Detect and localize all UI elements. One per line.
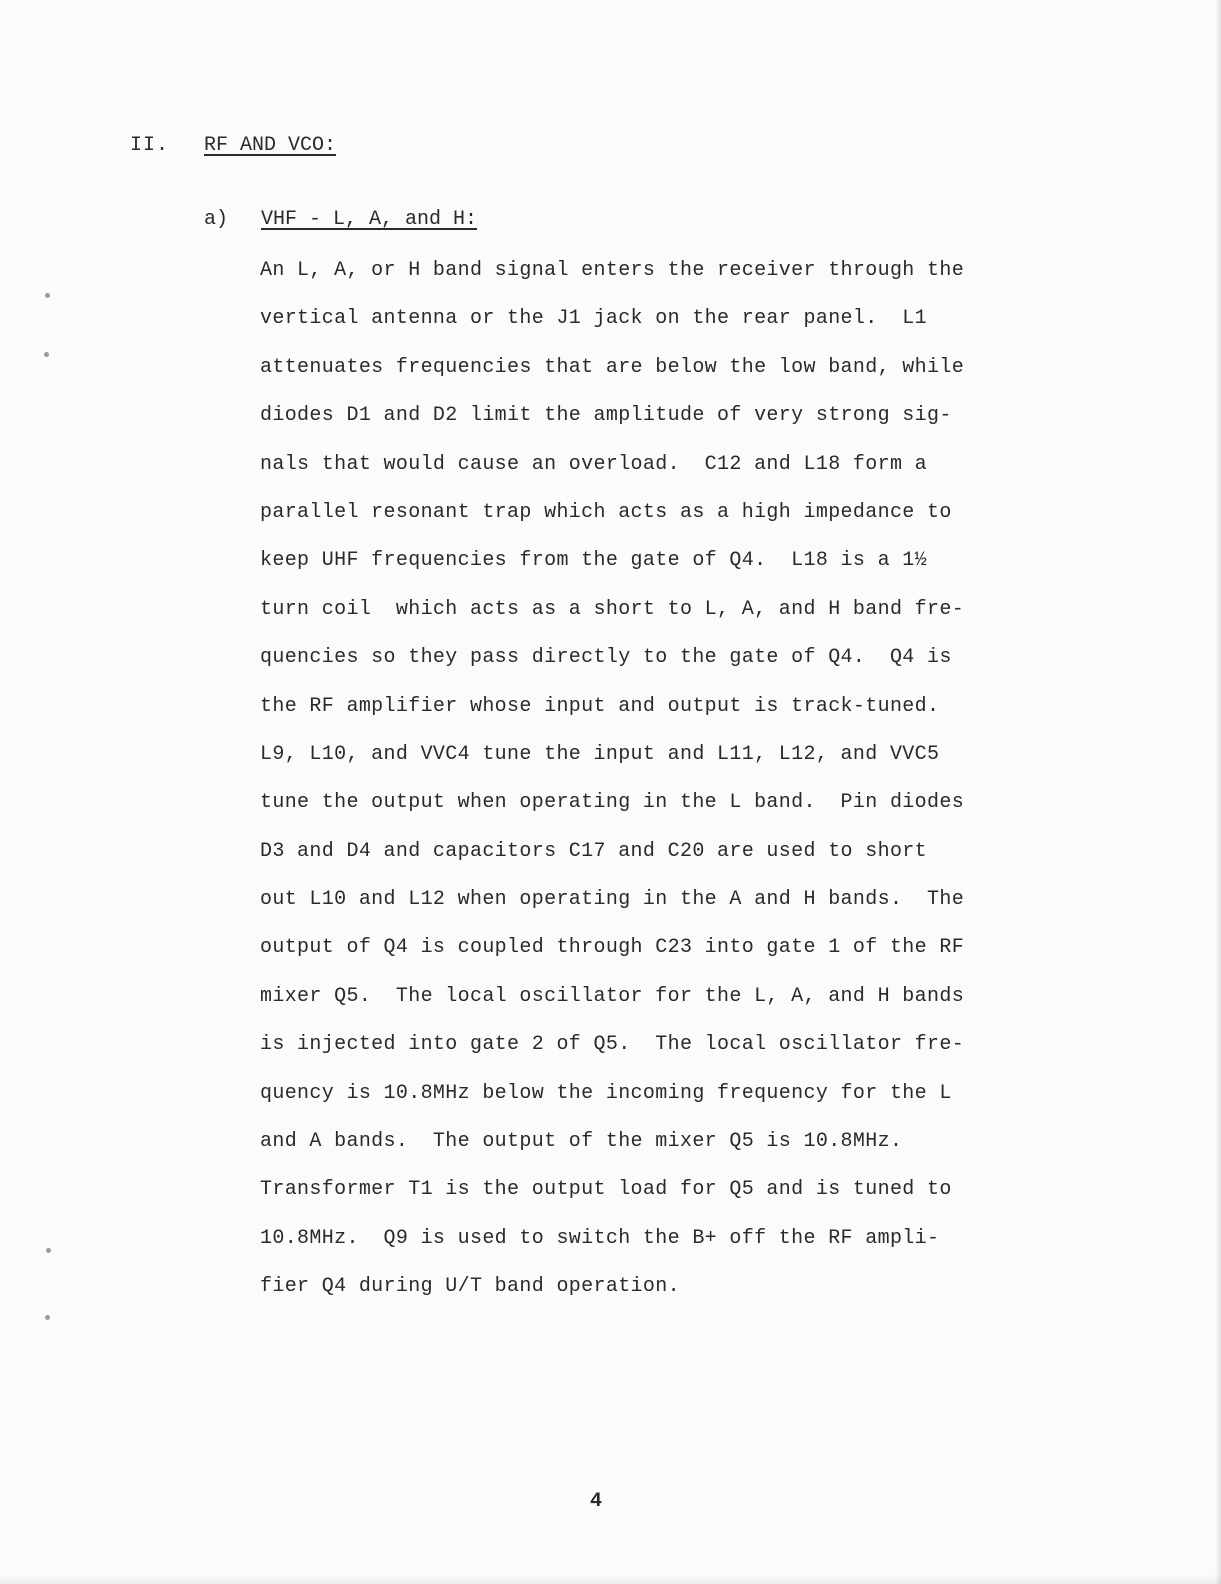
body-line: Transformer T1 is the output load for Q5 and is tuned to [260,1178,952,1202]
body-line: diodes D1 and D2 limit the amplitude of very strong sig- [260,404,952,428]
body-line: L9, L10, and VVC4 tune the input and L11, L12, and VVC5 [260,742,940,766]
body-line: vertical antenna or the J1 jack on the rear panel. L1 [260,307,928,331]
body-line: parallel resonant trap which acts as a high impedance to [260,500,952,524]
page-edge-shadow [1215,0,1221,1584]
scan-speck [44,352,49,357]
body-line: quencies so they pass directly to the gate of Q4. Q4 is [260,646,952,670]
body-line: 10.8MHz. Q9 is used to switch the B+ off the RF ampli- [260,1226,940,1250]
page-number: 4 [590,1490,603,1513]
body-line: tune the output when operating in the L band. Pin diodes [260,791,965,815]
scan-speck [46,1248,51,1253]
body-line: and A bands. The output of the mixer Q5 is 10.8MHz. [260,1130,903,1154]
section-number: II. [130,134,170,157]
body-line: output of Q4 is coupled through C23 into gate 1 of the RF [260,936,965,960]
page-bottom-shadow [0,1574,1221,1584]
body-line: mixer Q5. The local oscillator for the L, A, and H bands [260,984,965,1008]
subsection-number: a) [204,208,229,231]
body-line: nals that would cause an overload. C12 and L18 form a [260,452,928,476]
body-line: keep UHF frequencies from the gate of Q4. L18 is a 1½ [260,549,928,573]
body-paragraph [260,256,1120,1321]
body-line: is injected into gate 2 of Q5. The local oscillator fre- [260,1033,965,1057]
body-line: turn coil which acts as a short to L, A, and H band fre- [260,597,965,621]
body-line: quency is 10.8MHz below the incoming frequency for the L [260,1081,952,1105]
body-line: fier Q4 during U/T band operation. [260,1275,680,1299]
body-line: attenuates frequencies that are below the low band, while [260,355,965,379]
body-line: out L10 and L12 when operating in the A and H bands. The [260,888,965,912]
body-line: the RF amplifier whose input and output is track-tuned. [260,694,940,718]
body-line: An L, A, or H band signal enters the receiver through the [260,259,965,282]
section-title: RF AND VCO: [204,134,337,157]
body-line: D3 and D4 and capacitors C17 and C20 are used to short [260,839,928,863]
subsection-title: VHF - L, A, and H: [261,208,478,231]
scan-speck [45,1315,50,1320]
scan-speck [45,293,50,298]
